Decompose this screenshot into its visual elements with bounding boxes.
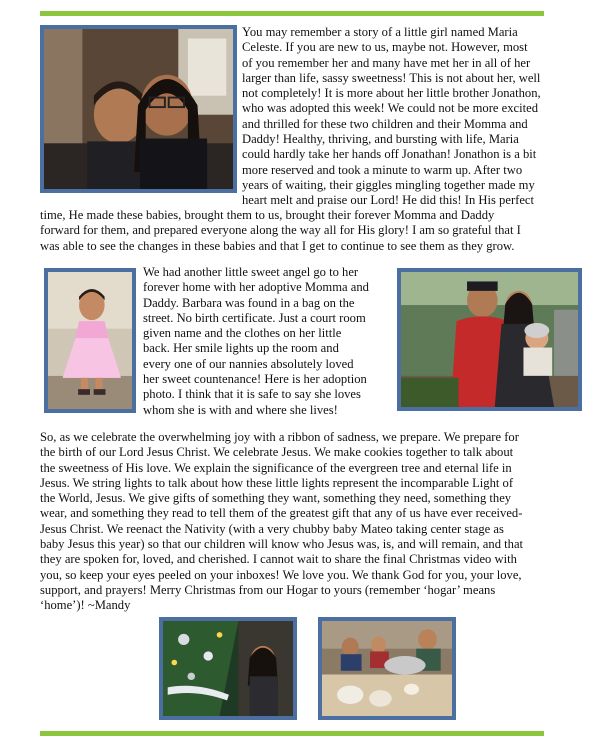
text-line: they are spoken for, loved, and cherished. I cannot wait to share the final Christmas video with — [40, 552, 517, 567]
text-line: Jesus. We string lights to talk about how these little lights represent the incomparable Light of — [40, 475, 514, 490]
photo-making-cookies — [318, 617, 456, 720]
text-line: time, He made these babies, brought them to us, brought their forever Momma and Daddy — [40, 208, 495, 222]
text-line: You may remember a story of a little girl named Maria — [242, 25, 518, 39]
text-line: every one of our nannies absolutely loved — [143, 356, 354, 371]
text-line: not completely! It is more about her little brother Jonathon, — [242, 86, 541, 101]
photo-christmas-tree — [159, 617, 297, 720]
text-line: Jesus Christ. We reenact the Nativity (with a very chubby baby Mateo taking center stage as — [40, 521, 504, 536]
text-line: and thrilled for these two children and their Momma and — [242, 116, 528, 131]
text-line: heart melt and praise our Lord! He did this! In His perfect — [242, 193, 535, 208]
text-line: back. Her smile lights up the room and — [143, 341, 339, 356]
text-line: of you remember her and many have met her in all of her — [242, 55, 531, 70]
text-line: whom she is with and where she lives! — [143, 402, 338, 417]
text-line: forever home with her adoptive Momma and — [143, 280, 369, 295]
text-line: the World, Jesus. We give gifts of something they want, something they need, something they — [40, 491, 512, 506]
barbara-paragraph — [143, 265, 393, 418]
intro-paragraph-continued — [40, 208, 570, 254]
text-line: So, as we celebrate the overwhelming joy with a ribbon of sadness, we prepare. We prepare for — [40, 430, 519, 444]
top-divider — [40, 11, 544, 16]
text-line: forward for them, and prepared everyone along the way all for His glory! I am so grateful that I — [40, 223, 521, 238]
text-line: Daddy! Healthy, thriving, and bursting with life, Maria — [242, 132, 519, 147]
photo-adoptive-family — [397, 268, 582, 411]
text-line: years of waiting, their giggles mingling together made my — [242, 177, 535, 192]
text-line: wear, and something they read to tell them of the greatest gift that any of us have ever received- — [40, 506, 523, 521]
text-line: ‘home’)! ~Mandy — [40, 598, 131, 613]
text-line: larger than life, sassy sweetness! This is not about her, well — [242, 70, 541, 85]
text-line: the sweetness of His love. We explain the significance of the evergreen tree and eternal life in — [40, 460, 512, 475]
bottom-divider — [40, 731, 544, 736]
text-line: could hardly take her hands off Jonathan! Jonathon is a bit — [242, 147, 537, 162]
text-line: baby Jesus this year) so that our children will know who Jesus was, is, and will remain, and that — [40, 537, 524, 552]
text-line: support, and prayers! Merry Christmas from our Hogar to yours (remember ‘hogar’ means — [40, 582, 496, 597]
text-line: who was adopted this week! We could not be more excited — [242, 101, 539, 116]
text-line: more reserved and took a minute to warm up. After two — [242, 162, 523, 177]
text-line: you, so keep your eyes peeled on your inboxes! We love you. We thank God for you, your love, — [40, 567, 522, 582]
text-line: Celeste. If you are new to us, maybe not. However, most — [242, 40, 528, 55]
text-line: We had another little sweet angel go to her — [143, 265, 359, 279]
text-line: given name and the clothes on her little — [143, 326, 342, 341]
text-line: the birth of our Lord Jesus Christ. We celebrate Jesus. We make cookies together to talk about — [40, 445, 514, 460]
photo-maria-and-jonathon — [40, 25, 237, 193]
intro-paragraph — [242, 25, 566, 209]
photo-barbara — [44, 268, 136, 413]
text-line: photo. I think that it is safe to say she loves — [143, 387, 361, 402]
text-line: her sweet countenance! Here is her adoption — [143, 372, 367, 387]
text-line: was able to see the changes in these babies and that I get to continue to see them as they grow. — [40, 238, 515, 253]
text-line: street. No birth certificate. Just a court room — [143, 310, 366, 325]
christmas-paragraph — [40, 430, 570, 614]
text-line: Daddy. Barbara was found in a bag on the — [143, 295, 355, 310]
